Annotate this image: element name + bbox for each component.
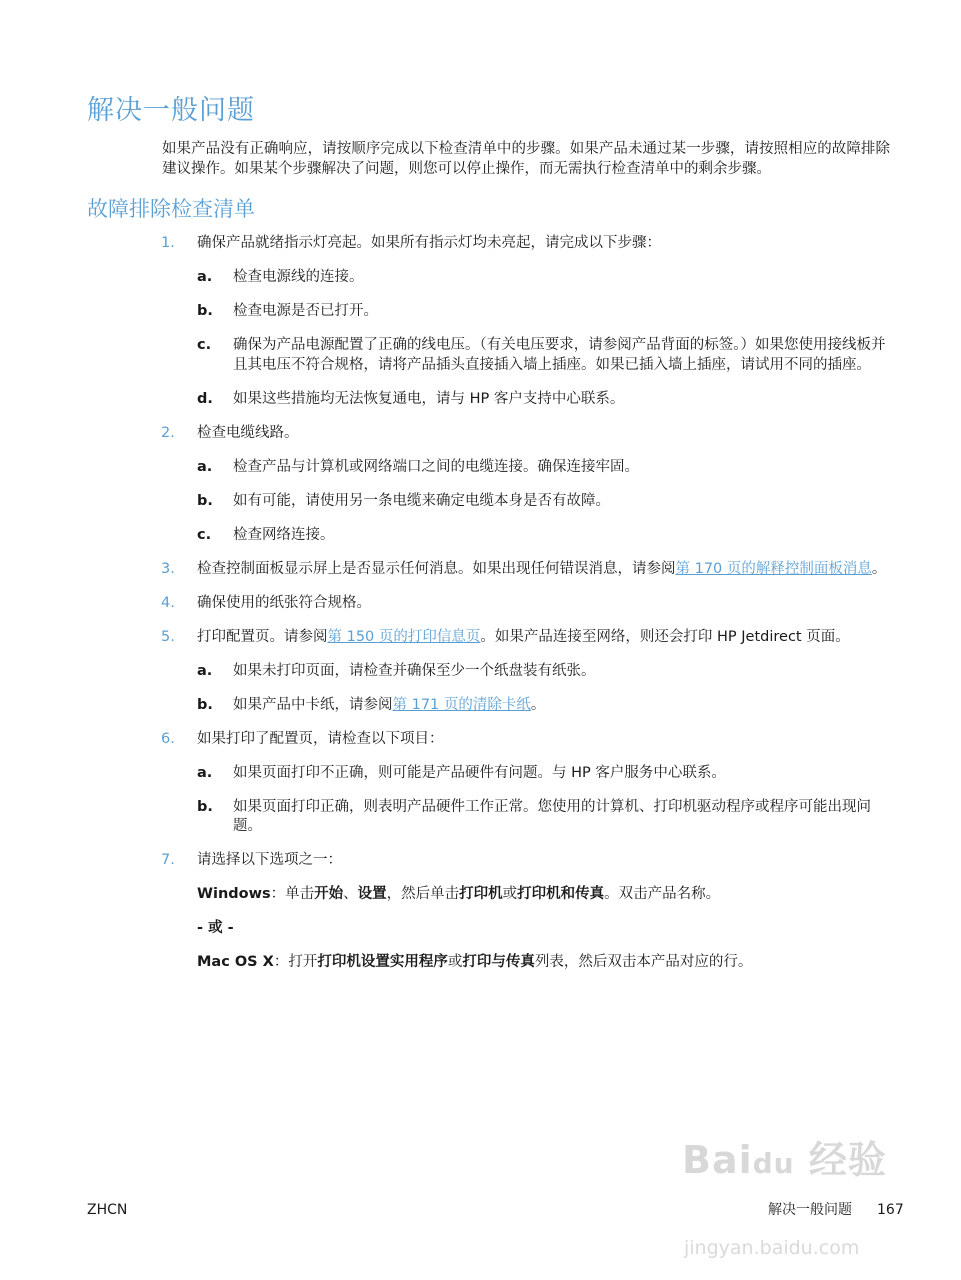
bold-term: 打印机 bbox=[459, 886, 503, 902]
step-number: 1. bbox=[161, 235, 175, 251]
text-segment: 。 bbox=[871, 560, 887, 577]
step-item bbox=[0, 594, 961, 614]
text-segment: 。双击产品名称。 bbox=[604, 886, 721, 902]
intro-paragraph: 如果产品没有正确响应，请按顺序完成以下检查清单中的步骤。如果产品未通过某一步骤，请按照相应的故障排除建议操作。如果某个步骤解决了问题，则您可以停止操作，而无需执行检查清单中的剩余步骤。 bbox=[162, 141, 890, 177]
step-item bbox=[0, 851, 961, 871]
substep-text bbox=[233, 390, 889, 410]
option-line bbox=[0, 919, 961, 939]
step-text bbox=[197, 594, 889, 614]
step-text bbox=[197, 424, 889, 444]
text-segment: 检查网络连接。 bbox=[233, 526, 335, 543]
substep-item bbox=[0, 268, 961, 288]
substep-item bbox=[0, 526, 961, 546]
option-line bbox=[0, 953, 961, 973]
cross-reference-link[interactable]: 第 171 页的清除卡纸 bbox=[392, 696, 531, 713]
text-segment: 检查产品与计算机或网络端口之间的电缆连接。确保连接牢固。 bbox=[233, 458, 639, 475]
substep-text bbox=[233, 302, 889, 322]
text-segment: 如果产品中卡纸，请参阅 bbox=[233, 696, 393, 713]
substep-letter: a. bbox=[197, 662, 213, 679]
step-text bbox=[197, 885, 889, 905]
page-content bbox=[0, 93, 961, 987]
text-segment: 如果页面打印正确，则表明产品硬件工作正常。您使用的计算机、打印机驱动程序或程序可能出现问题。 bbox=[233, 798, 871, 834]
substep-text bbox=[233, 336, 889, 375]
substep-letter: b. bbox=[197, 492, 213, 509]
substep-letter: d. bbox=[197, 390, 213, 407]
step-number: 6. bbox=[161, 730, 175, 747]
substep-item bbox=[0, 390, 961, 410]
text-segment: 请选择以下选项之一： bbox=[197, 852, 342, 868]
cross-reference-link[interactable]: 第 170 页的解释控制面板消息 bbox=[675, 560, 872, 577]
step-number: 7. bbox=[161, 852, 175, 868]
text-segment: 检查电缆线路。 bbox=[197, 424, 299, 441]
text-segment: 确保产品就绪指示灯亮起。如果所有指示灯均未亮起，请完成以下步骤： bbox=[197, 235, 661, 251]
text-segment: 检查控制面板显示屏上是否显示任何消息。如果出现任何错误消息，请参阅 bbox=[197, 560, 676, 577]
text-segment: 或 bbox=[447, 954, 463, 970]
bold-term: 打印机设置实用程序 bbox=[317, 954, 448, 970]
substep-text bbox=[233, 764, 889, 784]
step-text bbox=[197, 560, 889, 580]
text-segment: 、 bbox=[343, 886, 358, 902]
text-segment: ，然后单击 bbox=[386, 886, 460, 902]
bold-term: - 或 - bbox=[197, 920, 234, 936]
step-text bbox=[197, 851, 889, 871]
substep-item bbox=[0, 764, 961, 784]
baidu-watermark-logo: Baidu 经验 bbox=[682, 1138, 887, 1182]
substep-text bbox=[233, 458, 889, 478]
substep-text bbox=[233, 662, 889, 682]
text-segment: 或 bbox=[502, 886, 518, 902]
substep-text bbox=[233, 696, 889, 716]
bold-term: Mac OS X bbox=[197, 954, 274, 970]
substep-item bbox=[0, 458, 961, 478]
step-text bbox=[197, 919, 889, 939]
substep-item bbox=[0, 492, 961, 512]
bold-term: Windows bbox=[197, 886, 271, 902]
substep-item bbox=[0, 798, 961, 837]
step-text bbox=[197, 953, 889, 973]
substep-text bbox=[233, 492, 889, 512]
text-segment: 检查电源是否已打开。 bbox=[233, 303, 378, 319]
step-number: 5. bbox=[161, 628, 175, 645]
substep-letter: b. bbox=[197, 798, 213, 815]
step-text bbox=[197, 234, 889, 254]
step-number: 3. bbox=[161, 560, 175, 577]
bold-term: 设置 bbox=[357, 886, 387, 902]
text-segment: 如果打印了配置页，请检查以下项目： bbox=[197, 730, 444, 747]
page-title: 解决一般问题 bbox=[87, 95, 255, 126]
substep-letter: b. bbox=[197, 303, 213, 319]
substep-letter: c. bbox=[197, 526, 212, 543]
step-text bbox=[197, 628, 889, 648]
step-item bbox=[0, 560, 961, 580]
step-item bbox=[0, 628, 961, 648]
substep-letter: a. bbox=[197, 458, 213, 475]
step-text bbox=[197, 730, 889, 750]
text-segment: 列表，然后双击本产品对应的行。 bbox=[534, 954, 753, 970]
step-item bbox=[0, 234, 961, 254]
text-segment: 确保使用的纸张符合规格。 bbox=[197, 594, 371, 611]
text-segment: 如有可能，请使用另一条电缆来确定电缆本身是否有故障。 bbox=[233, 492, 610, 509]
substep-text bbox=[233, 798, 889, 837]
text-segment: 。 bbox=[530, 696, 546, 713]
text-segment: 确保为产品电源配置了正确的线电压。（有关电压要求，请参阅产品背面的标签。）如果您使用接线板并且其电压不符合规格，请将产品插头直接插入墙上插座。如果已插入墙上插座，请试用不同的插座。 bbox=[233, 337, 886, 373]
footer-section: 解决一般问题 bbox=[768, 1202, 852, 1218]
text-segment: 如果页面打印不正确，则可能是产品硬件有问题。与 HP 客户服务中心联系。 bbox=[233, 764, 726, 781]
text-segment: ：单击 bbox=[270, 886, 315, 902]
bold-term: 打印机和传真 bbox=[517, 886, 605, 902]
text-segment: 检查电源线的连接。 bbox=[233, 269, 364, 285]
substep-item bbox=[0, 696, 961, 716]
footer-page-number: 167 bbox=[877, 1202, 904, 1218]
text-segment: 如果这些措施均无法恢复通电，请与 HP 客户支持中心联系。 bbox=[233, 390, 625, 407]
substep-letter: a. bbox=[197, 764, 213, 781]
step-item bbox=[0, 730, 961, 750]
text-segment: 如果未打印页面，请检查并确保至少一个纸盘装有纸张。 bbox=[233, 662, 596, 679]
substep-item bbox=[0, 662, 961, 682]
substep-text bbox=[233, 268, 889, 288]
text-segment: ：打开 bbox=[273, 954, 318, 970]
baidu-watermark-url: jingyan.baidu.com bbox=[684, 1237, 860, 1259]
bold-term: 开始 bbox=[314, 886, 344, 902]
step-number: 4. bbox=[161, 594, 175, 611]
substep-text bbox=[233, 526, 889, 546]
substep-item bbox=[0, 336, 961, 375]
substep-letter: b. bbox=[197, 696, 213, 713]
checklist bbox=[0, 234, 961, 973]
cross-reference-link[interactable]: 第 150 页的打印信息页 bbox=[327, 628, 481, 645]
step-item bbox=[0, 424, 961, 444]
footer-locale: ZHCN bbox=[87, 1202, 128, 1218]
option-line bbox=[0, 885, 961, 905]
substep-letter: c. bbox=[197, 337, 212, 353]
substep-letter: a. bbox=[197, 269, 213, 285]
substep-item bbox=[0, 302, 961, 322]
section-title: 故障排除检查清单 bbox=[87, 197, 255, 221]
step-number: 2. bbox=[161, 424, 175, 441]
text-segment: 。如果产品连接至网络，则还会打印 HP Jetdirect 页面。 bbox=[480, 628, 850, 645]
text-segment: 打印配置页。请参阅 bbox=[197, 628, 328, 645]
bold-term: 打印与传真 bbox=[462, 954, 535, 970]
